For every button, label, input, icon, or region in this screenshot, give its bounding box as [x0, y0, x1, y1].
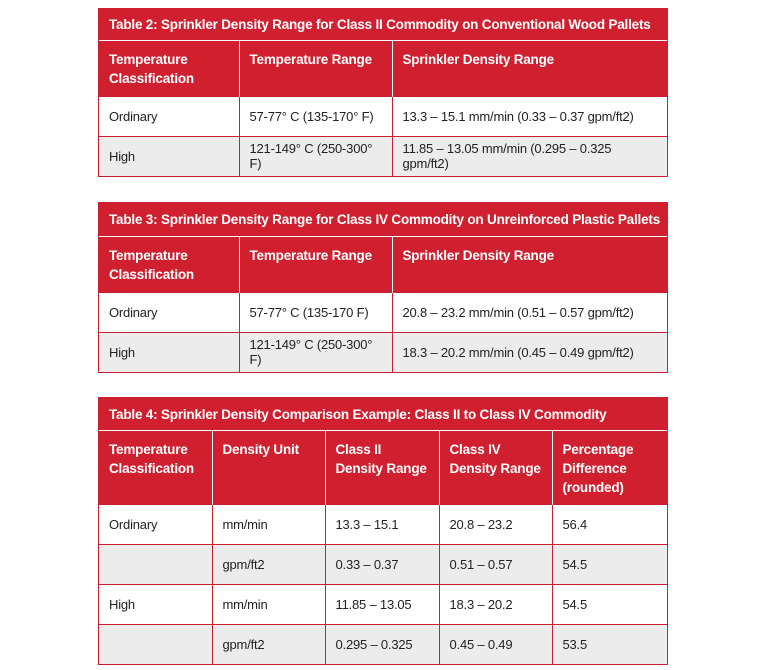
table-cell: 18.3 – 20.2: [439, 584, 552, 624]
table-2: [98, 8, 668, 177]
data-table: [99, 41, 667, 176]
column-header: Temperature Classification: [99, 431, 212, 504]
table-cell: 0.295 – 0.325: [325, 624, 439, 664]
column-header: Density Unit: [212, 431, 325, 504]
header-row: [99, 237, 667, 292]
column-header: Class IV Density Range: [439, 431, 552, 504]
table-row: [99, 584, 667, 624]
table-cell: 53.5: [552, 624, 667, 664]
column-header: Temperature Classification: [99, 41, 239, 96]
table-cell: gpm/ft2: [212, 544, 325, 584]
table-cell: [99, 544, 212, 584]
table-cell: 0.45 – 0.49: [439, 624, 552, 664]
table-cell: 11.85 – 13.05: [325, 584, 439, 624]
table-cell: 0.33 – 0.37: [325, 544, 439, 584]
table-caption: Table 2: Sprinkler Density Range for Class II Commodity on Conventional Wood Pallets: [99, 9, 667, 41]
table-cell: High: [99, 332, 239, 372]
data-table: [99, 431, 667, 664]
table-row: [99, 292, 667, 332]
table-row: [99, 504, 667, 544]
table-cell: mm/min: [212, 504, 325, 544]
table-cell: Ordinary: [99, 292, 239, 332]
table-row: [99, 96, 667, 136]
table-3: [98, 202, 668, 373]
table-row: [99, 544, 667, 584]
column-header: Sprinkler Density Range: [392, 237, 667, 292]
header-row: [99, 431, 667, 504]
table-cell: [99, 624, 212, 664]
table-cell: mm/min: [212, 584, 325, 624]
table-cell: 0.51 – 0.57: [439, 544, 552, 584]
table-cell: Ordinary: [99, 504, 212, 544]
table-cell: High: [99, 584, 212, 624]
table-cell: 13.3 – 15.1 mm/min (0.33 – 0.37 gpm/ft2): [392, 96, 667, 136]
table-row: [99, 624, 667, 664]
column-header: Sprinkler Density Range: [392, 41, 667, 96]
table-row: [99, 136, 667, 176]
table-cell: gpm/ft2: [212, 624, 325, 664]
table-cell: 56.4: [552, 504, 667, 544]
column-header: Temperature Range: [239, 237, 392, 292]
table-cell: 57-77° C (135-170° F): [239, 96, 392, 136]
table-cell: Ordinary: [99, 96, 239, 136]
column-header: Class II Density Range: [325, 431, 439, 504]
table-cell: 54.5: [552, 544, 667, 584]
table-cell: 121-149° C (250-300° F): [239, 136, 392, 176]
column-header: Temperature Classification: [99, 237, 239, 292]
table-row: [99, 332, 667, 372]
table-cell: 57-77° C (135-170 F): [239, 292, 392, 332]
column-header: Temperature Range: [239, 41, 392, 96]
data-table: [99, 237, 667, 372]
table-cell: 54.5: [552, 584, 667, 624]
table-cell: 18.3 – 20.2 mm/min (0.45 – 0.49 gpm/ft2): [392, 332, 667, 372]
table-cell: 11.85 – 13.05 mm/min (0.295 – 0.325 gpm/ft2): [392, 136, 667, 176]
table-4: [98, 397, 668, 665]
table-cell: 121-149° C (250-300° F): [239, 332, 392, 372]
column-header: Percentage Difference (rounded): [552, 431, 667, 504]
table-caption: Table 3: Sprinkler Density Range for Class IV Commodity on Unreinforced Plastic Pallets: [99, 203, 667, 237]
table-cell: 20.8 – 23.2 mm/min (0.51 – 0.57 gpm/ft2): [392, 292, 667, 332]
table-cell: High: [99, 136, 239, 176]
table-cell: 20.8 – 23.2: [439, 504, 552, 544]
header-row: [99, 41, 667, 96]
table-cell: 13.3 – 15.1: [325, 504, 439, 544]
table-caption: Table 4: Sprinkler Density Comparison Example: Class II to Class IV Commodity: [99, 398, 667, 431]
